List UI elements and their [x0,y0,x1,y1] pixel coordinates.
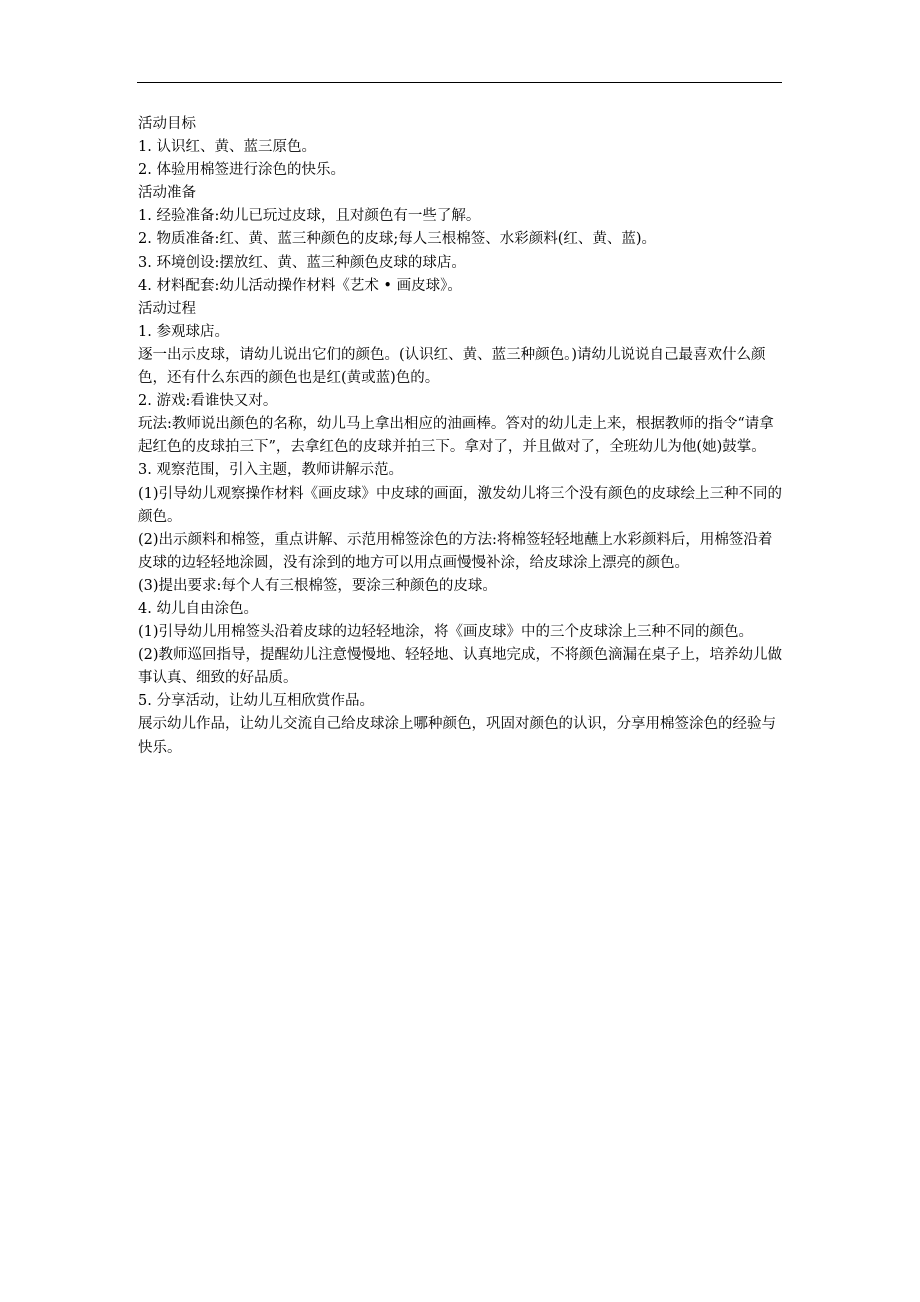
process-step-1: 1. 参观球店。 [138,323,229,340]
goal-item-1: 1. 认识红、黄、蓝三原色。 [138,139,316,156]
process-step-4-sub-1: (1)引导幼儿用棉签头沿着皮球的边轻轻地涂，将《画皮球》中的三个皮球涂上三种不同的颜色。 [138,624,754,641]
process-step-3-sub-3: (3)提出要求:每个人有三根棉签，要涂三种颜色的皮球。 [138,577,497,594]
process-step-3: 3. 观察范围，引入主题，教师讲解示范。 [138,462,403,479]
process-step-5-text: 展示幼儿作品，让幼儿交流自己给皮球涂上哪种颜色，巩固对颜色的认识，分享用棉签涂色的经验与快乐。 [138,716,776,756]
process-step-3-sub-1: (1)引导幼儿观察操作材料《画皮球》中皮球的画面，激发幼儿将三个没有颜色的皮球绘上三种不同的颜色。 [138,485,783,525]
preparation-item-2: 2. 物质准备:红、黄、蓝三种颜色的皮球;每人三根棉签、水彩颜料(红、黄、蓝)。 [138,231,657,248]
process-step-2: 2. 游戏:看谁快又对。 [138,393,278,410]
header-rule [137,82,782,83]
process-step-2-text: 玩法:教师说出颜色的名称，幼儿马上拿出相应的油画棒。答对的幼儿走上来，根据教师的指令“请拿起红色的皮球拍三下”，去拿红色的皮球并拍三下。拿对了，并且做对了，全班幼儿为他(她)鼓掌。 [138,416,774,456]
preparation-item-4: 4. 材料配套:幼儿活动操作材料《艺术 • 画皮球》。 [138,277,462,294]
section-heading-preparation: 活动准备 [138,185,196,202]
process-step-4: 4. 幼儿自由涂色。 [138,600,258,617]
preparation-item-3: 3. 环境创设:摆放红、黄、蓝三种颜色皮球的球店。 [138,254,466,271]
process-step-5: 5. 分享活动，让幼儿互相欣赏作品。 [138,693,374,710]
process-step-3-sub-2: (2)出示颜料和棉签，重点讲解、示范用棉签涂色的方法:将棉签轻轻地蘸上水彩颜料后，用棉签沿着皮球的边轻轻地涂圆，没有涂到的地方可以用点画慢慢补涂，给皮球涂上漂亮的颜色。 [138,531,773,571]
process-step-4-sub-2: (2)教师巡回指导，提醒幼儿注意慢慢地、轻轻地、认真地完成，不将颜色滴漏在桌子上，培养幼儿做事认真、细致的好品质。 [138,647,783,687]
section-heading-goals: 活动目标 [138,116,196,132]
preparation-item-1: 1. 经验准备:幼儿已玩过皮球，且对颜色有一些了解。 [138,208,481,225]
process-step-1-text: 逐一出示皮球，请幼儿说出它们的颜色。(认识红、黄、蓝三种颜色。)请幼儿说说自己最喜欢什么颜色，还有什么东西的颜色也是红(黄或蓝)色的。 [138,346,766,387]
goal-item-2: 2. 体验用棉签进行涂色的快乐。 [138,162,345,179]
section-heading-process: 活动过程 [138,300,196,317]
document-body [138,113,783,760]
